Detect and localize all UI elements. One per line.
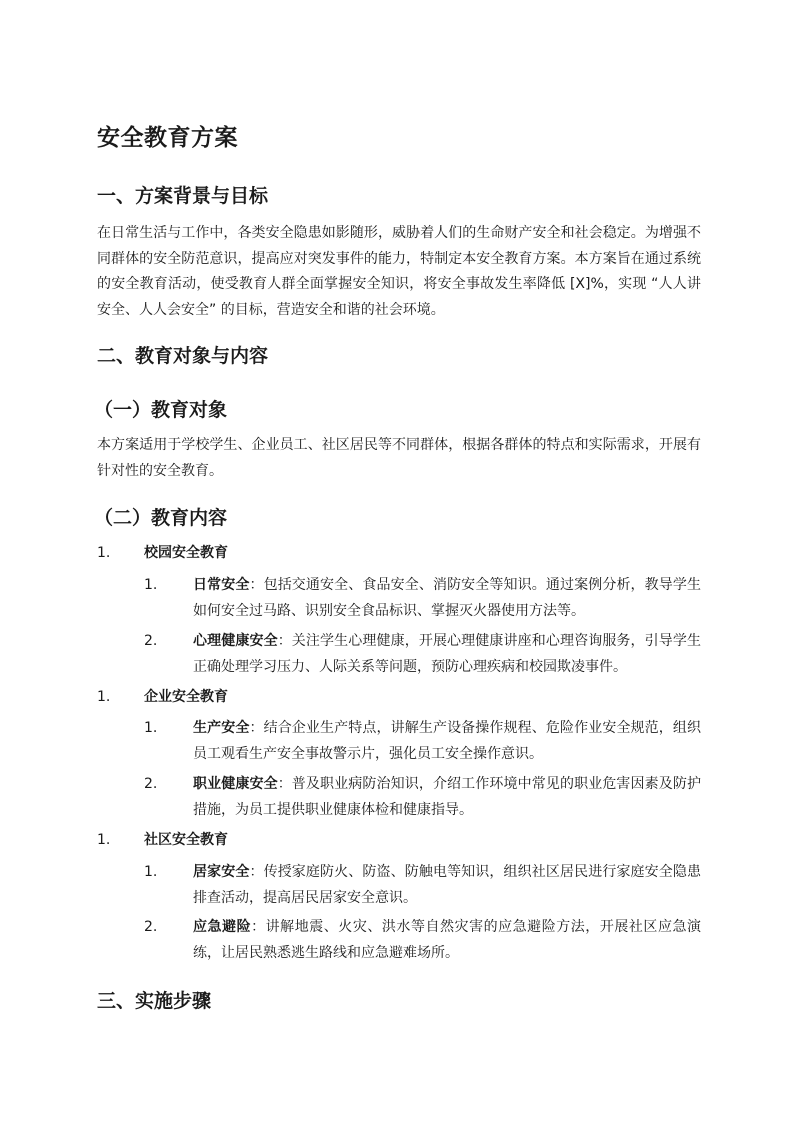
- list-subitem-text: [193, 573, 701, 624]
- list-number: 2.: [144, 633, 158, 649]
- list-title: 企业安全教育: [144, 689, 228, 705]
- list-number: 1.: [144, 720, 158, 736]
- subitem-body: ：普及职业病防治知识，介绍工作环境中常见的职业危害因素及防护措施，为员工提供职业健康体检和健康指导。: [193, 776, 702, 818]
- list-number: 1.: [97, 832, 111, 848]
- subitem-body: ：关注学生心理健康，开展心理健康讲座和心理咨询服务，引导学生正确处理学习压力、人际关系等问题，预防心理疾病和校园欺凌事件。: [193, 633, 702, 675]
- subitem-body: ：传授家庭防火、防盗、防触电等知识，组织社区居民进行家庭安全隐患排查活动，提高居民居家安全意识。: [193, 864, 702, 906]
- subitem-lead: 心理健康安全: [193, 633, 278, 649]
- document-title: 安全教育方案: [97, 125, 238, 151]
- section-heading-implementation: 三、实施步骤: [97, 990, 212, 1012]
- list-title: 社区安全教育: [144, 832, 228, 848]
- section-heading-objects-content: 二、教育对象与内容: [97, 345, 269, 367]
- list-subitem-text: [193, 915, 701, 966]
- list-subitem-text: [193, 860, 701, 911]
- list-subitem-text: [193, 629, 701, 680]
- subitem-body: ：包括交通安全、食品安全、消防安全等知识。通过案例分析，教导学生如何安全过马路、识别安全食品标识、掌握灭火器使用方法等。: [193, 577, 702, 619]
- list-subitem-text: [193, 716, 701, 767]
- subitem-body: ：结合企业生产特点，讲解生产设备操作规程、危险作业安全规范，组织员工观看生产安全事故警示片，强化员工安全操作意识。: [193, 720, 702, 762]
- subitem-lead: 日常安全: [193, 577, 250, 593]
- list-subitem-text: [193, 772, 701, 823]
- list-number: 1.: [144, 577, 158, 593]
- list-number: 1.: [97, 545, 111, 561]
- subitem-lead: 居家安全: [193, 864, 250, 880]
- subitem-lead: 生产安全: [193, 720, 250, 736]
- list-number: 1.: [97, 689, 111, 705]
- section-heading-background: 一、方案背景与目标: [97, 185, 269, 207]
- background-paragraph: 在日常生活与工作中，各类安全隐患如影随形，威胁着人们的生命财产安全和社会稳定。为增强不同群体的安全防范意识，提高应对突发事件的能力，特制定本安全教育方案。本方案旨在通过系统的安全教育活动，使受教育人群全面掌握安全知识，将安全事故发生率降低 [X]%，实现 “人人讲安全、人人会安全” 的目标，营造安全和谐的社会环境。: [97, 225, 701, 318]
- subitem-lead: 职业健康安全: [193, 776, 278, 792]
- list-title: 校园安全教育: [144, 545, 228, 561]
- list-number: 2.: [144, 919, 158, 935]
- objects-paragraph: 本方案适用于学校学生、企业员工、社区居民等不同群体，根据各群体的特点和实际需求，开展有针对性的安全教育。: [97, 437, 701, 479]
- subitem-lead: 应急避险: [193, 919, 252, 935]
- subsection-heading-content: （二）教育内容: [94, 507, 228, 529]
- subitem-body: ：讲解地震、火灾、洪水等自然灾害的应急避险方法，开展社区应急演练，让居民熟悉逃生路线和应急避难场所。: [193, 919, 702, 961]
- list-number: 2.: [144, 776, 158, 792]
- subsection-heading-objects: （一）教育对象: [94, 399, 228, 421]
- list-number: 1.: [144, 864, 158, 880]
